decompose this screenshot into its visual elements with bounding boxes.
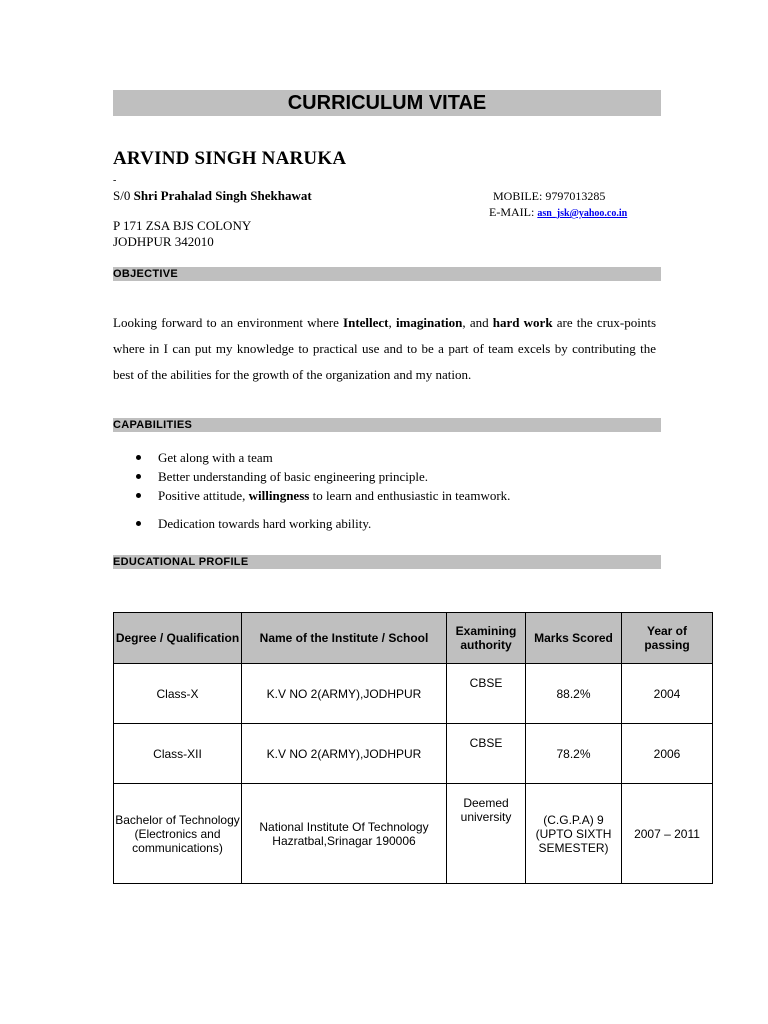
stray-mark: -	[113, 175, 117, 186]
cell-institute: National Institute Of Technology Hazratbal,Srinagar 190006	[242, 784, 447, 884]
candidate-name: ARVIND SINGH NARUKA	[113, 148, 347, 169]
table-row	[114, 724, 713, 784]
col-institute: Name of the Institute / School	[242, 613, 447, 664]
capability-item: Dedication towards hard working ability.	[133, 514, 510, 533]
education-table	[113, 612, 713, 884]
objective-heading: OBJECTIVE	[113, 267, 661, 281]
cell-degree: Class-XII	[114, 724, 242, 784]
parent-line	[113, 188, 312, 204]
capability-item-3-pre: Positive attitude,	[158, 488, 249, 503]
mobile-number: 9797013285	[545, 189, 606, 203]
table-row	[114, 784, 713, 884]
objective-paragraph	[113, 310, 656, 388]
objective-text-2: are the crux-points where in I can put my knowledge to practical use and to be a part of team excels by contributing the best of the abilities for the growth of the organization and my nation.	[113, 315, 657, 382]
capability-item-3-post: to learn and enthusiastic in teamwork.	[309, 488, 511, 503]
mobile-label: MOBILE:	[493, 189, 546, 203]
capability-item-3-bold: willingness	[248, 488, 310, 503]
cell-year: 2007 – 2011	[622, 784, 713, 884]
email-link[interactable]: asn_jsk@yahoo.co.in	[537, 208, 628, 219]
page-title: CURRICULUM VITAE	[113, 90, 661, 116]
cell-institute: K.V NO 2(ARMY),JODHPUR	[242, 724, 447, 784]
cell-authority: Deemed university	[447, 784, 526, 884]
capabilities-list	[133, 448, 510, 533]
cell-year: 2004	[622, 664, 713, 724]
objective-bold-hard-work: hard work	[492, 315, 553, 330]
objective-text-1: Looking forward to an environment where	[113, 315, 344, 330]
capability-item: Get along with a team	[133, 448, 510, 467]
col-year: Year of passing	[622, 613, 713, 664]
address-line-2: JODHPUR 342010	[113, 234, 214, 249]
parent-prefix: S/0	[113, 188, 134, 203]
cell-authority: CBSE	[447, 664, 526, 724]
cell-degree: Bachelor of Technology (Electronics and communications)	[114, 784, 242, 884]
email-label: E-MAIL:	[489, 205, 538, 219]
cell-year: 2006	[622, 724, 713, 784]
col-marks: Marks Scored	[526, 613, 622, 664]
col-degree: Degree / Qualification	[114, 613, 242, 664]
cell-marks: 78.2%	[526, 724, 622, 784]
capability-item	[133, 486, 510, 505]
objective-sep-2: , and	[462, 315, 493, 330]
capability-item: Better understanding of basic engineering principle.	[133, 467, 510, 486]
objective-sep-1: ,	[388, 315, 396, 330]
cell-institute: K.V NO 2(ARMY),JODHPUR	[242, 664, 447, 724]
mobile-line	[493, 189, 605, 204]
parent-name: Shri Prahalad Singh Shekhawat	[133, 188, 312, 203]
table-row	[114, 664, 713, 724]
cell-marks: (C.G.P.A) 9 (UPTO SIXTH SEMESTER)	[526, 784, 622, 884]
education-header-row	[114, 613, 713, 664]
email-line	[489, 205, 627, 220]
objective-bold-intellect: Intellect	[343, 315, 389, 330]
cell-authority: CBSE	[447, 724, 526, 784]
capabilities-heading: CAPABILITIES	[113, 418, 661, 432]
cell-marks: 88.2%	[526, 664, 622, 724]
education-heading: EDUCATIONAL PROFILE	[113, 555, 661, 569]
objective-bold-imagination: imagination	[395, 315, 463, 330]
address-line-1: P 171 ZSA BJS COLONY	[113, 218, 252, 233]
cell-degree: Class-X	[114, 664, 242, 724]
col-authority: Examining authority	[447, 613, 526, 664]
